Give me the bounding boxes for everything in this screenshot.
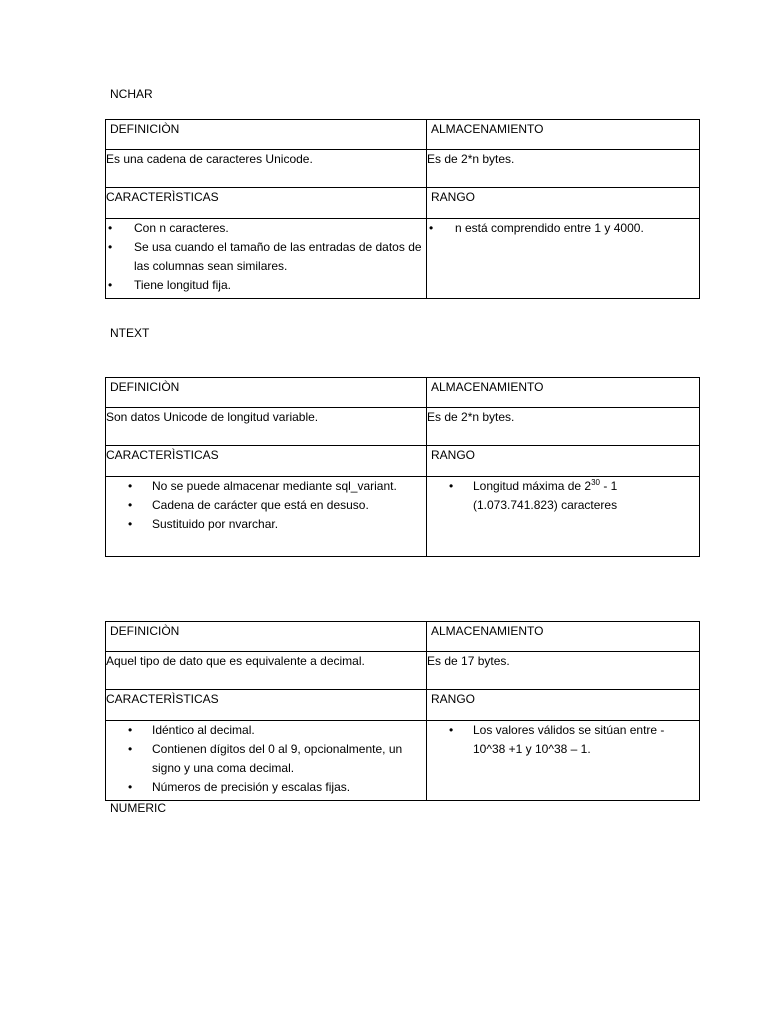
features-header: CARACTERÌSTICAS xyxy=(106,448,219,462)
storage-header: ALMACENAMIENTO xyxy=(431,624,544,638)
list-item: • Idéntico al decimal. xyxy=(106,721,426,740)
definition-header-cell xyxy=(106,120,427,150)
bullet-icon: • xyxy=(108,278,113,292)
section-title-numeric: NUMERIC xyxy=(110,801,166,815)
range-list xyxy=(427,721,699,759)
features-header-cell xyxy=(106,188,427,219)
numeric-table xyxy=(105,621,700,801)
definition-header: DEFINICIÒN xyxy=(110,380,180,394)
range-header: RANGO xyxy=(431,692,476,706)
definition-cell xyxy=(106,408,427,446)
storage-text: Es de 2*n bytes. xyxy=(427,410,515,424)
list-item: • Contienen dígitos del 0 al 9, opcionalmente, un signo y una coma decimal. xyxy=(128,742,403,775)
storage-text: Es de 17 bytes. xyxy=(427,654,510,668)
features-list xyxy=(106,219,426,295)
range-header: RANGO xyxy=(431,190,476,204)
definition-header-cell xyxy=(106,622,427,652)
list-item: • Con n caracteres. xyxy=(106,219,426,238)
definition-text: Es una cadena de caracteres Unicode. xyxy=(106,152,313,166)
list-item: • Se usa cuando el tamaño de las entradas de datos de las columnas sean similares. xyxy=(108,240,422,273)
features-header: CARACTERÌSTICAS xyxy=(106,692,219,706)
list-item: • n está comprendido entre 1 y 4000. xyxy=(427,219,699,238)
list-item: • Longitud máxima de $2^{30} - 1$ (1.073.741.823) caracteres xyxy=(449,478,618,512)
features-header: CARACTERÌSTICAS xyxy=(106,190,219,204)
bullet-icon: • xyxy=(449,479,454,493)
list-item: • Tiene longitud fija. xyxy=(106,276,426,295)
storage-cell xyxy=(427,150,700,188)
ntext-table xyxy=(105,377,700,557)
features-header-cell xyxy=(106,446,427,477)
range-cell xyxy=(427,477,700,557)
range-list xyxy=(427,219,699,238)
nchar-table xyxy=(105,119,700,299)
bullet-icon: • xyxy=(429,221,434,235)
features-cell xyxy=(106,477,427,557)
range-header-cell xyxy=(427,690,700,721)
bullet-icon: • xyxy=(108,240,113,254)
range-header: RANGO xyxy=(431,448,476,462)
definition-text: Aquel tipo de dato que es equivalente a decimal. xyxy=(106,654,365,668)
list-item: • Los valores válidos se sitúan entre - 10^38 +1 y 10^38 – 1. xyxy=(449,723,665,756)
features-header-cell xyxy=(106,690,427,721)
storage-header-cell xyxy=(427,622,700,652)
storage-header-cell xyxy=(427,120,700,150)
bullet-icon: • xyxy=(128,742,133,756)
features-list xyxy=(106,477,426,534)
definition-text: Son datos Unicode de longitud variable. xyxy=(106,410,319,424)
features-cell xyxy=(106,721,427,801)
bullet-icon: • xyxy=(108,221,113,235)
range-list xyxy=(427,477,699,515)
definition-header: DEFINICIÒN xyxy=(110,624,180,638)
range-header-cell xyxy=(427,188,700,219)
section-title-ntext: NTEXT xyxy=(110,326,150,340)
range-cell xyxy=(427,721,700,801)
bullet-icon: • xyxy=(128,498,133,512)
definition-cell xyxy=(106,150,427,188)
definition-header: DEFINICIÒN xyxy=(110,122,180,136)
bullet-icon: • xyxy=(449,723,454,737)
bullet-icon: • xyxy=(128,780,133,794)
features-list xyxy=(106,721,426,797)
storage-cell xyxy=(427,652,700,690)
list-item: • Cadena de carácter que está en desuso. xyxy=(106,496,426,515)
storage-header: ALMACENAMIENTO xyxy=(431,122,544,136)
storage-header: ALMACENAMIENTO xyxy=(431,380,544,394)
definition-cell xyxy=(106,652,427,690)
bullet-icon: • xyxy=(128,479,133,493)
bullet-icon: • xyxy=(128,723,133,737)
storage-header-cell xyxy=(427,378,700,408)
range-header-cell xyxy=(427,446,700,477)
storage-text: Es de 2*n bytes. xyxy=(427,152,515,166)
exponent: 30 xyxy=(591,478,600,487)
features-cell xyxy=(106,219,427,299)
storage-cell xyxy=(427,408,700,446)
list-item: • Sustituido por nvarchar. xyxy=(106,515,426,534)
definition-header-cell xyxy=(106,378,427,408)
list-item: • Números de precisión y escalas fijas. xyxy=(106,778,426,797)
list-item: • No se puede almacenar mediante sql_variant. xyxy=(106,477,426,496)
range-cell xyxy=(427,219,700,299)
section-title-nchar: NCHAR xyxy=(110,87,153,101)
bullet-icon: • xyxy=(128,517,133,531)
